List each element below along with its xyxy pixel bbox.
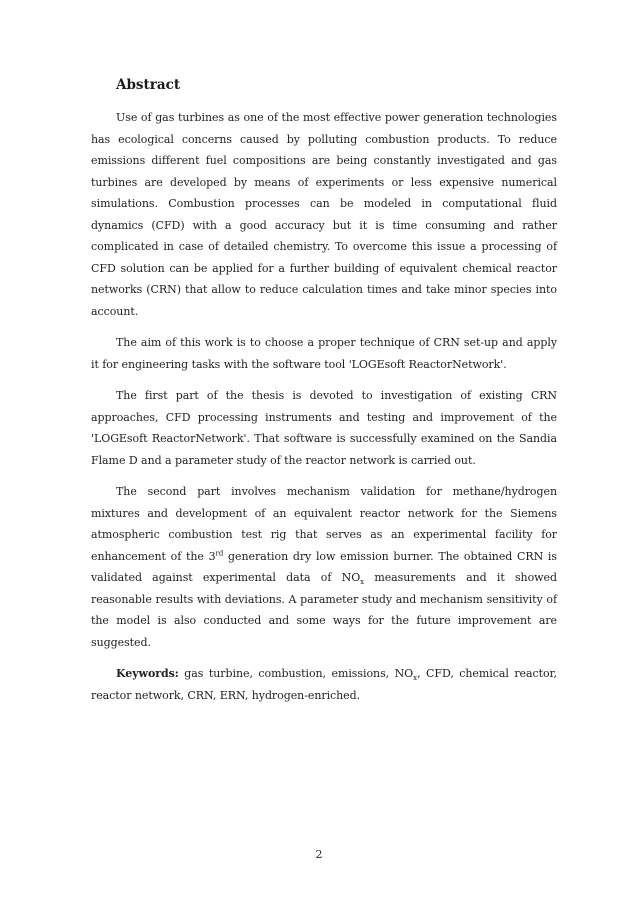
abstract-paragraph-4 bbox=[91, 481, 557, 653]
nox-subscript: x bbox=[360, 578, 365, 587]
paragraph-4-text-2: generation dry low emission burner. The obtained CRN is validated against experimental data of NO bbox=[91, 549, 557, 584]
abstract-paragraph-1: Use of gas turbines as one of the most effective power generation technologies has ecological concerns caused by polluting combustion products. To reduce emissions different fuel compositions are being constantly investigated and gas turbines are developed by means of experiments or less expensive numerical simulations. Combustion processes can be modeled in computational fluid dynamics (CFD) with a good accuracy but it is time consuming and rather complicated in case of detailed chemistry. To overcome this issue a processing of CFD solution can be applied for a further building of equivalent chemical reactor networks (CRN) that allow to reduce calculation times and take minor species into account. bbox=[91, 111, 557, 318]
abstract-paragraph-3: The first part of the thesis is devoted to investigation of existing CRN approaches, CFD processing instruments and testing and improvement of the 'LOGEsoft ReactorNetwork'. That software is successfully examined on the Sandia Flame D and a parameter study of the reactor network is carried out. bbox=[91, 389, 557, 467]
page-number: 2 bbox=[315, 848, 323, 861]
keywords-nox-subscript: x bbox=[413, 674, 418, 683]
keywords-label: Keywords: bbox=[116, 667, 179, 680]
abstract-section bbox=[91, 74, 557, 716]
ordinal-superscript: rd bbox=[215, 548, 224, 557]
keywords-text-2: , CFD, chemical reactor, reactor network, CRN, ERN, hydrogen-enriched. bbox=[91, 667, 557, 702]
paragraph-4-text-1: The second part involves mechanism validation for methane/hydrogen mixtures and development of an equivalent reactor network for the Siemens atmospheric combustion test rig that serves as an experimental facility for enhancement of the 3 bbox=[91, 485, 557, 563]
paragraph-4-text-3: measurements and it showed reasonable results with deviations. A parameter study and mechanism sensitivity of the model is also conducted and some ways for the future improvement are suggested. bbox=[91, 571, 557, 649]
abstract-heading: Abstract bbox=[116, 77, 181, 93]
keywords-paragraph bbox=[91, 663, 557, 706]
keywords-text-1: gas turbine, combustion, emissions, NO bbox=[178, 667, 414, 680]
abstract-paragraph-2: The aim of this work is to choose a proper technique of CRN set-up and apply it for engineering tasks with the software tool 'LOGEsoft ReactorNetwork'. bbox=[91, 336, 557, 371]
